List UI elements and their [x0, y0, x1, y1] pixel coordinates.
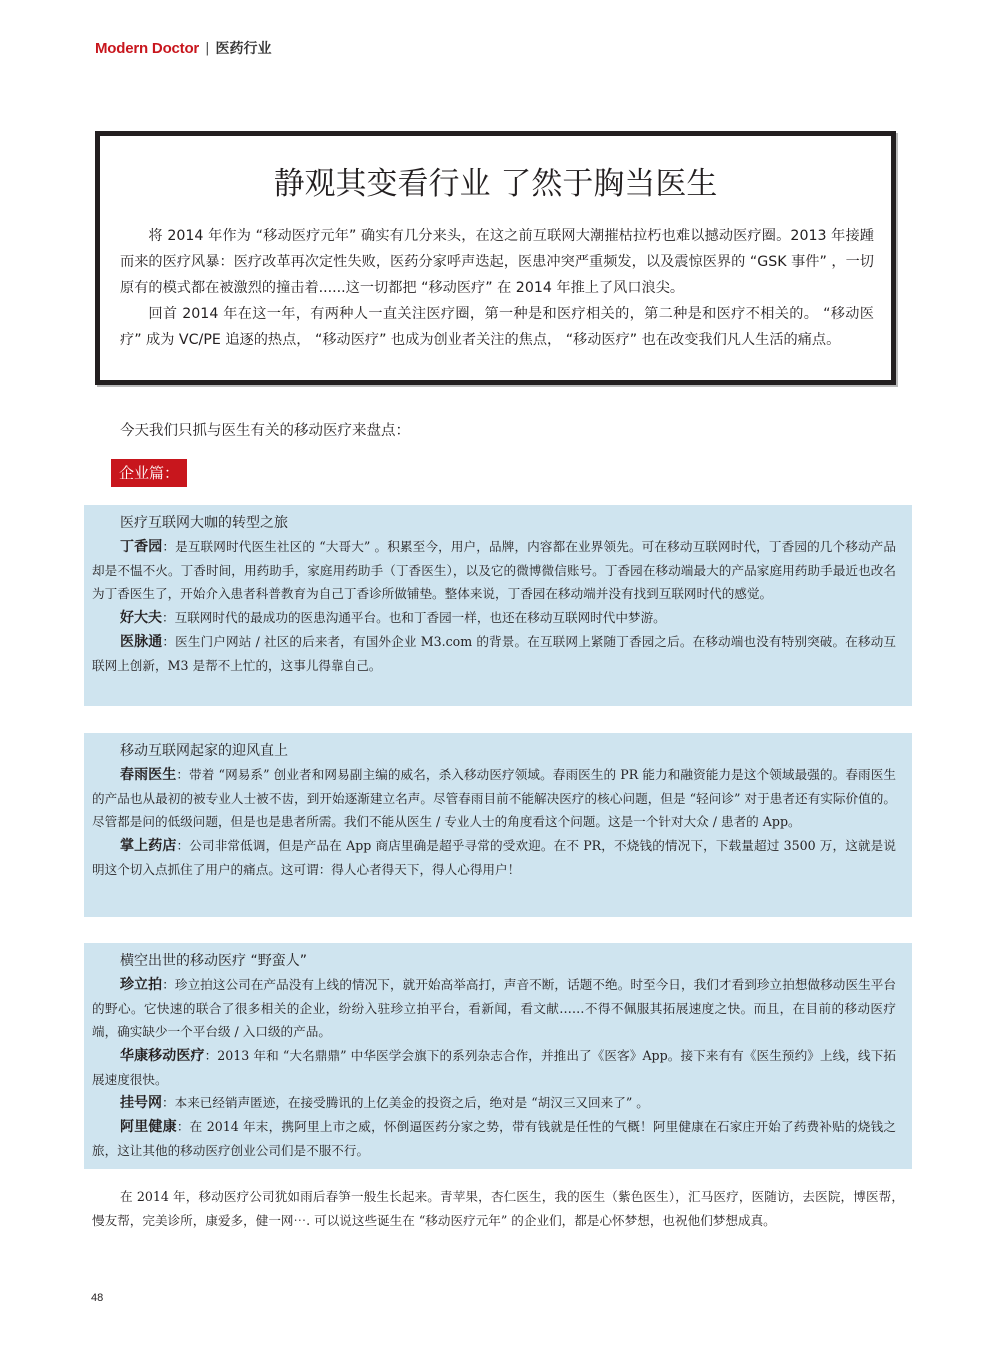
company-entry — [92, 834, 896, 881]
intro-box — [95, 131, 896, 385]
intro-text — [120, 223, 874, 353]
company-entry — [92, 606, 896, 630]
company-entry — [92, 1115, 896, 1162]
company-name: 春雨医生 — [120, 767, 177, 783]
panel-internet-giants — [84, 505, 912, 706]
company-entry — [92, 1044, 896, 1091]
article-title: 静观其变看行业 了然于胸当医生 — [273, 166, 718, 202]
company-name: 好大夫 — [120, 609, 162, 626]
company-entry — [92, 973, 896, 1044]
company-name: 丁香园 — [120, 539, 163, 555]
section-tag: 企业篇： — [111, 459, 187, 487]
panel-title: 医疗互联网大咖的转型之旅 — [120, 515, 288, 531]
intro-paragraph: 回首 2014 年在这一年，有两种人一直关注医疗圈，第一种是和医疗相关的，第二种是和医疗不相关的。 “移动医疗” 成为 VC/PE 追逐的热点， “移动医疗” 也成为创业者关注的焦点， “移动医疗” 也在改变我们凡人生活的痛点。 — [120, 306, 874, 348]
running-header — [95, 38, 271, 58]
company-entry — [92, 535, 896, 606]
company-name: 掌上药店 — [120, 837, 177, 854]
lead-sentence: 今天我们只抓与医生有关的移动医疗来盘点： — [120, 423, 410, 439]
header-separator: | — [205, 40, 210, 56]
company-description: ：2013 年和 “大名鼎鼎” 中华医学会旗下的系列杂志合作，并推出了《医客》App。接下来有有《医生预约》上线，线下拓展速度很快。 — [92, 1047, 897, 1087]
company-description: ：医生门户网站 / 社区的后来者，有国外企业 M3.com 的背景。在互联网上紧随丁香园之后。在移动端也没有特别突破。在移动互联网上创新，M3 是帮不上忙的，这事儿得靠自己。 — [92, 633, 897, 674]
section-name: 医药行业 — [215, 41, 272, 57]
page-number: 48 — [91, 1292, 104, 1304]
company-description: ：珍立拍这公司在产品没有上线的情况下，就开始高举高打，声音不断，话题不绝。时至今日，我们才看到珍立拍想做移动医生平台的野心。它快速的联合了很多相关的企业，纷纷入驻珍立拍平台，看新闻，看文献……不得不佩服其拓展速度之快。而且，在目前的移动医疗端，确实缺少一个平台级 / 入口级的产品。 — [92, 977, 897, 1040]
panel-mobile-natives — [84, 733, 912, 917]
panel-title: 横空出世的移动医疗 “野蛮人” — [120, 953, 307, 969]
company-entry — [92, 763, 896, 834]
panel-title: 移动互联网起家的迎风直上 — [120, 743, 288, 759]
company-name: 华康移动医疗 — [120, 1047, 205, 1064]
company-description: ：是互联网时代医生社区的 “大哥大” 。积累至今，用户，品牌，内容都在业界领先。可在移动互联网时代，丁香园的几个移动产品却是不愠不火。丁香时间，用药助手，家庭用药助手（丁香医生），以及它的微博微信账号。丁香园在移动端最大的产品家庭用药助手最近也改名为丁香医生了，开始介入患者科普教育为自己丁香诊所做铺垫。整体来说，丁香园在移动端并没有找到互联网时代的感觉。 — [92, 539, 896, 602]
company-description: ：带着 “网易系” 创业者和网易副主编的威名，杀入移动医疗领域。春雨医生的 PR 能力和融资能力是这个领域最强的。春雨医生的产品也从最初的被专业人士被不齿，到开始逐渐建立名声。尽管春雨目前不能解决医疗的核心问题，但是 “轻问诊” 对于患者还有实际价值的。尽管都是问的低级问题，但是也是患者所需。我们不能从医生 / 专业人士的角度看这个问题。这是一个针对大众 / 患者的 App。 — [92, 767, 896, 830]
closing-paragraph: 在 2014 年，移动医疗公司犹如雨后春笋一般生长起来。青苹果，杏仁医生，我的医生（紫色医生），汇马医疗，医随访，去医院，博医帮，慢友帮，完美诊所，康爱多，健一网⋯. 可以说这些诞生在 “移动医疗元年” 的企业们，都是心怀梦想，也祝他们梦想成真。 — [92, 1189, 904, 1228]
magazine-brand: Modern Doctor — [95, 39, 200, 57]
company-description: ：公司非常低调，但是产品在 App 商店里确是超乎寻常的受欢迎。在不 PR，不烧钱的情况下，下载量超过 3500 万，这就是说明这个切入点抓住了用户的痛点。这可谓：得人心者得天下，得人心得用户！ — [92, 837, 896, 877]
company-description: ：在 2014 年末，携阿里上市之威，怀倒逼医药分家之势，带有钱就是任性的气概！阿里健康在石家庄开始了药费补贴的烧钱之旅，这让其他的移动医疗创业公司们是不服不行。 — [92, 1119, 897, 1159]
company-name: 挂号网 — [120, 1095, 162, 1112]
company-entry — [92, 630, 896, 677]
company-description: ：互联网时代的最成功的医患沟通平台。也和丁香园一样，也还在移动互联网时代中梦游。 — [162, 609, 666, 625]
intro-paragraph: 将 2014 年作为 “移动医疗元年” 确实有几分来头，在这之前互联网大潮摧枯拉朽也难以撼动医疗圈。2013 年接踵而来的医疗风暴：医疗改革再次定性失败，医药分家呼声迭起，医患冲突严重频发，以及震惊医界的 “GSK 事件” ，一切原有的模式都在被激烈的撞击着......这一切都把 “移动医疗” 在 2014 年推上了风口浪尖。 — [120, 228, 874, 296]
company-description: ：本来已经销声匿迹，在接受腾讯的上亿美金的投资之后，绝对是 “胡汉三又回来了” 。 — [162, 1095, 649, 1111]
company-entry — [92, 1091, 896, 1115]
panel-barbarians — [84, 943, 912, 1169]
company-name: 阿里健康 — [120, 1119, 177, 1136]
company-name: 珍立拍 — [120, 977, 163, 993]
company-name: 医脉通 — [120, 633, 163, 650]
